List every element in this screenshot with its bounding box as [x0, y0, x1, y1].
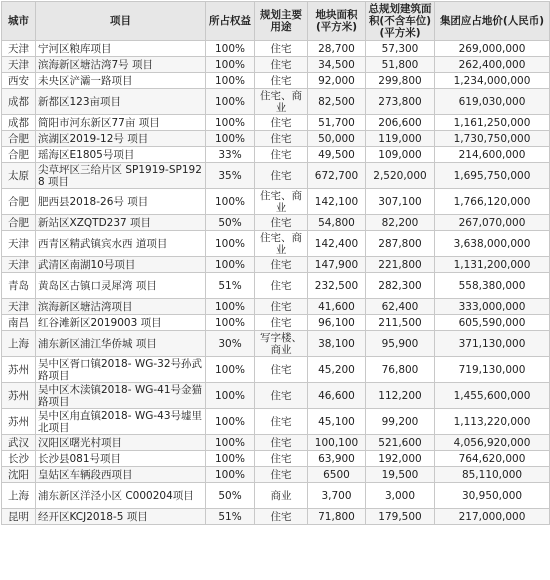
use-cell: 住宅 [255, 467, 308, 483]
project-cell: 瑶海区E1805号项目 [36, 147, 206, 163]
city-cell: 苏州 [2, 357, 36, 383]
city-cell: 南昌 [2, 315, 36, 331]
table-row [2, 163, 550, 189]
city-cell: 天津 [2, 257, 36, 273]
header-city: 城市 [2, 2, 36, 41]
gfa-cell: 299,800 [366, 73, 435, 89]
table-row [2, 435, 550, 451]
project-cell: 红谷滩新区2019003 项目 [36, 315, 206, 331]
use-cell: 住宅、商业 [255, 89, 308, 115]
price-cell: 371,130,000 [435, 331, 550, 357]
project-cell: 尖草坪区三给片区 SP1919-SP1928 项目 [36, 163, 206, 189]
gfa-cell: 282,300 [366, 273, 435, 299]
gfa-cell: 19,500 [366, 467, 435, 483]
city-cell: 上海 [2, 331, 36, 357]
area-cell: 28,700 [308, 41, 366, 57]
price-cell: 269,000,000 [435, 41, 550, 57]
price-cell: 267,070,000 [435, 215, 550, 231]
city-cell: 长沙 [2, 451, 36, 467]
price-cell: 214,600,000 [435, 147, 550, 163]
table-row [2, 299, 550, 315]
area-cell: 50,000 [308, 131, 366, 147]
city-cell: 昆明 [2, 509, 36, 525]
use-cell: 住宅 [255, 383, 308, 409]
city-cell: 西安 [2, 73, 36, 89]
city-cell: 沈阳 [2, 467, 36, 483]
city-cell: 合肥 [2, 215, 36, 231]
project-cell: 肥西县2018-26号 项目 [36, 189, 206, 215]
project-cell: 黄岛区古镇口灵犀湾 项目 [36, 273, 206, 299]
area-cell: 672,700 [308, 163, 366, 189]
price-cell: 4,056,920,000 [435, 435, 550, 451]
area-cell: 38,100 [308, 331, 366, 357]
price-cell: 1,695,750,000 [435, 163, 550, 189]
header-project: 项目 [36, 2, 206, 41]
equity-cell: 100% [206, 451, 255, 467]
table-body [2, 41, 550, 525]
gfa-cell: 2,520,000 [366, 163, 435, 189]
gfa-cell: 206,600 [366, 115, 435, 131]
gfa-cell: 109,000 [366, 147, 435, 163]
gfa-cell: 112,200 [366, 383, 435, 409]
project-cell: 浦东新区洋泾小区 C000204项目 [36, 483, 206, 509]
price-cell: 1,455,600,000 [435, 383, 550, 409]
table-row [2, 57, 550, 73]
equity-cell: 100% [206, 409, 255, 435]
gfa-cell: 119,000 [366, 131, 435, 147]
city-cell: 苏州 [2, 409, 36, 435]
table-row [2, 331, 550, 357]
city-cell: 青岛 [2, 273, 36, 299]
price-cell: 619,030,000 [435, 89, 550, 115]
use-cell: 住宅、商业 [255, 231, 308, 257]
land-projects-table [1, 1, 550, 525]
table-row [2, 409, 550, 435]
project-cell: 吴中区甪直镇2018- WG-43号墟里北项目 [36, 409, 206, 435]
equity-cell: 30% [206, 331, 255, 357]
area-cell: 51,700 [308, 115, 366, 131]
project-cell: 长沙县081号项目 [36, 451, 206, 467]
price-cell: 605,590,000 [435, 315, 550, 331]
table-row [2, 357, 550, 383]
table-row [2, 215, 550, 231]
area-cell: 54,800 [308, 215, 366, 231]
equity-cell: 100% [206, 435, 255, 451]
equity-cell: 100% [206, 89, 255, 115]
use-cell: 住宅 [255, 509, 308, 525]
area-cell: 45,200 [308, 357, 366, 383]
area-cell: 49,500 [308, 147, 366, 163]
price-cell: 1,113,220,000 [435, 409, 550, 435]
equity-cell: 51% [206, 273, 255, 299]
price-cell: 1,131,200,000 [435, 257, 550, 273]
gfa-cell: 82,200 [366, 215, 435, 231]
equity-cell: 100% [206, 57, 255, 73]
gfa-cell: 211,500 [366, 315, 435, 331]
equity-cell: 33% [206, 147, 255, 163]
gfa-cell: 62,400 [366, 299, 435, 315]
table-row [2, 147, 550, 163]
equity-cell: 100% [206, 299, 255, 315]
gfa-cell: 287,800 [366, 231, 435, 257]
price-cell: 1,766,120,000 [435, 189, 550, 215]
area-cell: 34,500 [308, 57, 366, 73]
use-cell: 住宅 [255, 299, 308, 315]
area-cell: 82,500 [308, 89, 366, 115]
table-row [2, 509, 550, 525]
header-equity: 所占权益 [206, 2, 255, 41]
table-row [2, 467, 550, 483]
project-cell: 皇姑区车辆段西项目 [36, 467, 206, 483]
use-cell: 住宅 [255, 115, 308, 131]
project-cell: 新站区XZQTD237 项目 [36, 215, 206, 231]
price-cell: 764,620,000 [435, 451, 550, 467]
price-cell: 262,400,000 [435, 57, 550, 73]
price-cell: 333,000,000 [435, 299, 550, 315]
equity-cell: 100% [206, 383, 255, 409]
table-row [2, 273, 550, 299]
area-cell: 142,100 [308, 189, 366, 215]
gfa-cell: 57,300 [366, 41, 435, 57]
equity-cell: 50% [206, 483, 255, 509]
price-cell: 30,950,000 [435, 483, 550, 509]
equity-cell: 100% [206, 189, 255, 215]
use-cell: 住宅 [255, 131, 308, 147]
equity-cell: 100% [206, 115, 255, 131]
project-cell: 滨湖区2019-12号 项目 [36, 131, 206, 147]
use-cell: 住宅 [255, 357, 308, 383]
equity-cell: 35% [206, 163, 255, 189]
use-cell: 写字楼、商业 [255, 331, 308, 357]
table-row [2, 231, 550, 257]
header-site-area: 地块面积(平方米) [308, 2, 366, 41]
equity-cell: 51% [206, 509, 255, 525]
equity-cell: 100% [206, 131, 255, 147]
area-cell: 92,000 [308, 73, 366, 89]
price-cell: 1,161,250,000 [435, 115, 550, 131]
use-cell: 住宅 [255, 57, 308, 73]
project-cell: 汉阳区曙光村项目 [36, 435, 206, 451]
header-gfa: 总规划建筑面积(不含车位)(平方米) [366, 2, 435, 41]
city-cell: 苏州 [2, 383, 36, 409]
area-cell: 147,900 [308, 257, 366, 273]
equity-cell: 100% [206, 467, 255, 483]
equity-cell: 100% [206, 73, 255, 89]
city-cell: 成都 [2, 115, 36, 131]
project-cell: 武清区南湖10号项目 [36, 257, 206, 273]
area-cell: 100,100 [308, 435, 366, 451]
project-cell: 新都区123亩项目 [36, 89, 206, 115]
area-cell: 63,900 [308, 451, 366, 467]
area-cell: 96,100 [308, 315, 366, 331]
use-cell: 住宅 [255, 257, 308, 273]
gfa-cell: 3,000 [366, 483, 435, 509]
equity-cell: 100% [206, 41, 255, 57]
gfa-cell: 307,100 [366, 189, 435, 215]
city-cell: 合肥 [2, 189, 36, 215]
table-row [2, 257, 550, 273]
city-cell: 合肥 [2, 147, 36, 163]
area-cell: 232,500 [308, 273, 366, 299]
use-cell: 住宅 [255, 163, 308, 189]
use-cell: 住宅 [255, 147, 308, 163]
use-cell: 住宅 [255, 435, 308, 451]
table-row [2, 315, 550, 331]
header-land-price: 集团应占地价(人民币) [435, 2, 550, 41]
table-row [2, 41, 550, 57]
table-row [2, 383, 550, 409]
use-cell: 住宅 [255, 315, 308, 331]
header-planned-use: 规划主要用途 [255, 2, 308, 41]
city-cell: 天津 [2, 57, 36, 73]
table-row [2, 89, 550, 115]
equity-cell: 50% [206, 215, 255, 231]
equity-cell: 100% [206, 357, 255, 383]
equity-cell: 100% [206, 231, 255, 257]
project-cell: 吴中区木渎镇2018- WG-41号金猫路项目 [36, 383, 206, 409]
gfa-cell: 273,800 [366, 89, 435, 115]
price-cell: 3,638,000,000 [435, 231, 550, 257]
use-cell: 住宅、商业 [255, 189, 308, 215]
city-cell: 天津 [2, 41, 36, 57]
project-cell: 宁河区粮库项目 [36, 41, 206, 57]
price-cell: 85,110,000 [435, 467, 550, 483]
use-cell: 住宅 [255, 451, 308, 467]
city-cell: 太原 [2, 163, 36, 189]
gfa-cell: 99,200 [366, 409, 435, 435]
table-row [2, 483, 550, 509]
table-row [2, 131, 550, 147]
area-cell: 71,800 [308, 509, 366, 525]
use-cell: 住宅 [255, 409, 308, 435]
city-cell: 成都 [2, 89, 36, 115]
gfa-cell: 51,800 [366, 57, 435, 73]
equity-cell: 100% [206, 315, 255, 331]
area-cell: 45,100 [308, 409, 366, 435]
project-cell: 浦东新区浦江华侨城 项目 [36, 331, 206, 357]
city-cell: 武汉 [2, 435, 36, 451]
project-cell: 西青区精武镇宾水西 道项目 [36, 231, 206, 257]
city-cell: 天津 [2, 299, 36, 315]
table-row [2, 451, 550, 467]
project-cell: 未央区浐灞一路项目 [36, 73, 206, 89]
price-cell: 1,234,000,000 [435, 73, 550, 89]
city-cell: 上海 [2, 483, 36, 509]
project-cell: 经开区KCJ2018-5 项目 [36, 509, 206, 525]
use-cell: 住宅 [255, 215, 308, 231]
gfa-cell: 521,600 [366, 435, 435, 451]
city-cell: 天津 [2, 231, 36, 257]
area-cell: 46,600 [308, 383, 366, 409]
header-row [2, 2, 550, 41]
table-row [2, 189, 550, 215]
use-cell: 住宅 [255, 41, 308, 57]
project-cell: 简阳市河东新区77亩 项目 [36, 115, 206, 131]
price-cell: 1,730,750,000 [435, 131, 550, 147]
gfa-cell: 76,800 [366, 357, 435, 383]
project-cell: 滨海新区塘沽湾7号 项目 [36, 57, 206, 73]
use-cell: 住宅 [255, 273, 308, 299]
project-cell: 吴中区胥口镇2018- WG-32号孙武路项目 [36, 357, 206, 383]
price-cell: 217,000,000 [435, 509, 550, 525]
project-cell: 滨海新区塘沽湾项目 [36, 299, 206, 315]
use-cell: 商业 [255, 483, 308, 509]
gfa-cell: 95,900 [366, 331, 435, 357]
area-cell: 6500 [308, 467, 366, 483]
area-cell: 41,600 [308, 299, 366, 315]
area-cell: 142,400 [308, 231, 366, 257]
area-cell: 3,700 [308, 483, 366, 509]
price-cell: 558,380,000 [435, 273, 550, 299]
table-row [2, 73, 550, 89]
city-cell: 合肥 [2, 131, 36, 147]
price-cell: 719,130,000 [435, 357, 550, 383]
use-cell: 住宅 [255, 73, 308, 89]
table-row [2, 115, 550, 131]
equity-cell: 100% [206, 257, 255, 273]
gfa-cell: 179,500 [366, 509, 435, 525]
gfa-cell: 192,000 [366, 451, 435, 467]
gfa-cell: 221,800 [366, 257, 435, 273]
